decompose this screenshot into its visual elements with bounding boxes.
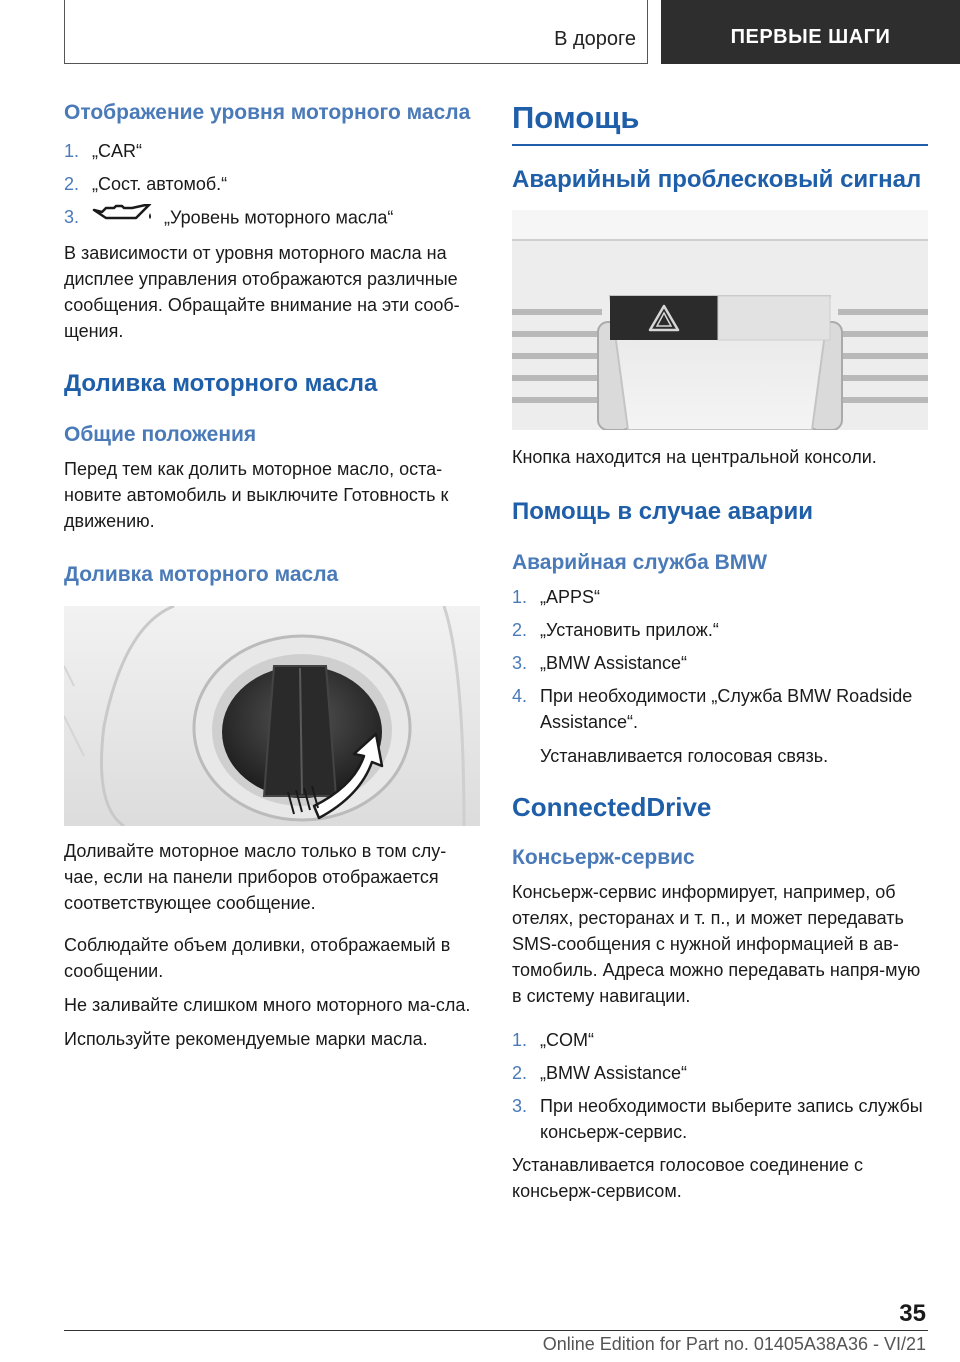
- oil-level-text: В зависимости от уровня моторного масла на дисплее управления отображаются различные сообщения. Обращайте внимание на эти сооб‐щения.: [64, 243, 460, 341]
- heading-divider: [512, 144, 928, 146]
- list-item: 2. „BMW Assistance“: [512, 1063, 688, 1083]
- oil-can-icon: [92, 204, 156, 233]
- bmw-service-heading: Аварийная служба BMW: [512, 551, 768, 574]
- oil-level-steps: [64, 138, 480, 233]
- general-heading: Общие положения: [64, 423, 257, 446]
- footer-edition: Online Edition for Part no. 01405A38A36 - VI/21: [542, 1334, 926, 1354]
- concierge-steps: [512, 1027, 928, 1145]
- right-column: [512, 98, 928, 1204]
- step-note: Устанавливается голосовая связь.: [540, 746, 829, 766]
- list-item: 2. „Сост. автомоб.“: [64, 174, 228, 194]
- connecteddrive-heading: ConnectedDrive: [512, 792, 712, 822]
- footer-divider: [64, 1330, 928, 1331]
- concierge-heading: Консьерж-сервис: [512, 846, 695, 869]
- list-item: 4. При необходимости „Служба BMW Roadside Assistance“. Устанавливается голосовая связь.: [512, 683, 928, 769]
- topping-up-para-2: Соблюдайте объем доливки, отображаемый в сообщении.: [64, 935, 451, 981]
- concierge-final-text: Устанавливается голосовое соединение с консьерж-сервисом.: [512, 1155, 863, 1201]
- accident-steps: [512, 584, 928, 769]
- list-item: 3. При необходимости выберите запись службы консьерж-сервис.: [512, 1096, 923, 1142]
- oil-level-heading: Отображение уровня моторного масла: [64, 101, 471, 124]
- topping-up-para-4: Используйте рекомендуемые марки масла.: [64, 1029, 428, 1049]
- page-number: 35: [899, 1300, 926, 1327]
- header-section-title: В дороге: [554, 28, 636, 50]
- concierge-text: Консьерж-сервис информирует, например, об отелях, ресторанах и т. п., и может передавать SMS-сообщения с нужной информацией в ав‐томобиль. Адреса можно передавать напря‐мую в систему навигации.: [512, 882, 921, 1006]
- list-item: 1. „COM“: [512, 1030, 594, 1050]
- help-heading: Помощь: [512, 100, 640, 135]
- hazard-heading: Аварийный проблесковый сигнал: [512, 166, 922, 193]
- oil-filler-cap-image: [64, 606, 480, 826]
- list-item: 2. „Установить прилож.“: [512, 620, 719, 640]
- accident-heading: Помощь в случае аварии: [512, 498, 814, 525]
- list-item: 3. „BMW Assistance“: [512, 653, 688, 673]
- left-column: [64, 98, 480, 1052]
- header-chapter-tab: [661, 0, 960, 64]
- list-item: 3. „Уровень моторного масла“: [64, 204, 480, 233]
- hazard-caption: Кнопка находится на центральной консоли.: [512, 447, 877, 467]
- list-item: 1. „CAR“: [64, 141, 142, 161]
- header-chapter-title: ПЕРВЫЕ ШАГИ: [730, 25, 891, 48]
- topping-up-heading: Доливка моторного масла: [64, 370, 378, 397]
- topping-up-para-1: Доливайте моторное масло только в том слу‐чае, если на панели приборов отображается соответствующее сообщение.: [64, 841, 447, 913]
- list-item: 1. „APPS“: [512, 587, 601, 607]
- topping-up-subheading: Доливка моторного масла: [64, 563, 339, 586]
- general-text: Перед тем как долить моторное масло, оста‐новите автомобиль и выключите Готовность к движению.: [64, 459, 449, 531]
- topping-up-para-3: Не заливайте слишком много моторного ма‐сла.: [64, 995, 471, 1015]
- hazard-button-image: [512, 210, 928, 430]
